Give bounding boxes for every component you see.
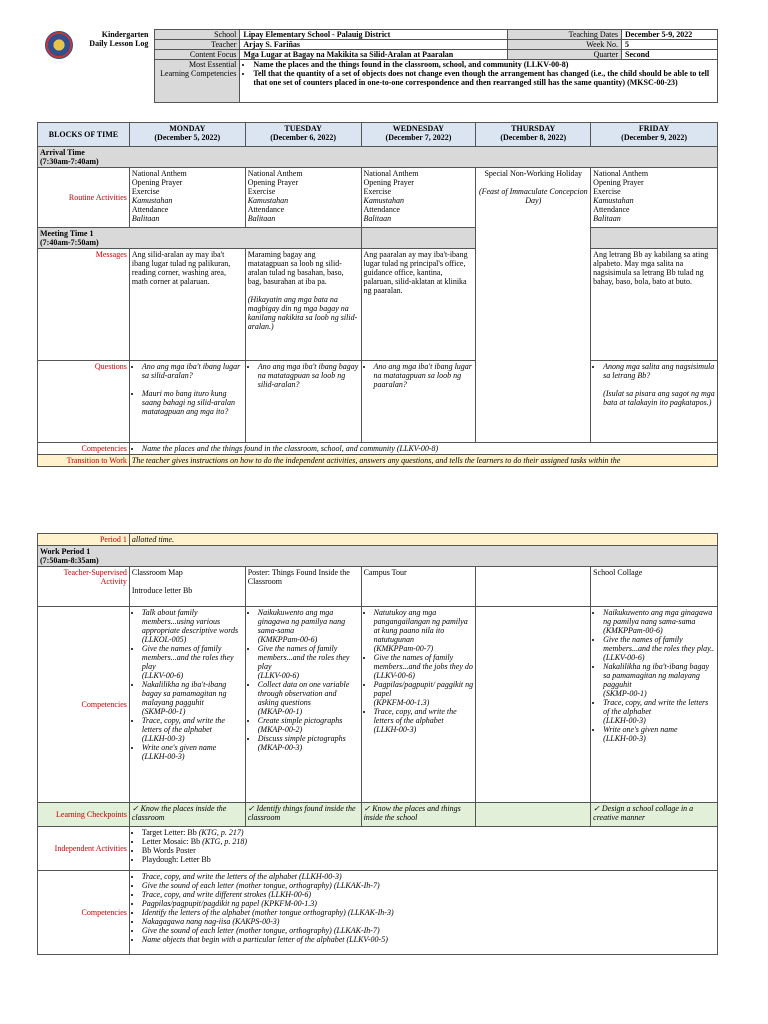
dates-label: Teaching Dates (508, 30, 622, 40)
transition-label: Transition to Work (38, 455, 130, 467)
comp-item: • Nakalilikha ng iba't-ibang bagay sa pamamagitan ng malayang pagguhit (SKMP-00-1) (142, 680, 243, 716)
question-fri-note: (Isulat sa pisara ang sagot ng mga bata at talakayin ito pagkatapos.) (603, 389, 715, 407)
comp-item: • Trace, copy, and write the letters of the alphabet (LLKH-00-3) (603, 698, 715, 725)
meeting-title: Meeting Time 1 (40, 229, 94, 238)
school-value: Lipay Elementary School - Palauig District (240, 30, 508, 40)
message-tue-cell (245, 249, 361, 361)
header-table (37, 29, 718, 103)
comp-ind-item: • Trace, copy, and write different strokes (LLKH-00-6) (142, 890, 715, 899)
checkpoint-mon: Know the places inside the classroom (131, 804, 227, 822)
holiday-note: (Feast of Immaculate Concepcion Day) (478, 187, 588, 205)
comp-item: • Pagpilas/pagpupit/ paggikit ng papel (KPKFM-00-1.3) (374, 680, 474, 707)
message-tue: Maraming bagay ang matatagpuan sa loob ng silid-aralan tulad ng basahan, baso, bag, basurahan at iba pa. (247, 250, 344, 286)
routine-tue: National Anthem Opening Prayer Exercise Kamustahan Attendance Balitaan (245, 168, 361, 228)
week-value: 5 (622, 40, 718, 50)
comp-ind-item: • Pagpilas/pagpupit/pagdikit ng papel (KPKFM-00-1.3) (142, 899, 715, 908)
mec-item: • Tell that the quantity of a set of objects does not change even though the arrangement has changed (i.e., the child should be able to tell that one set of counters placed in one-to-one correspondence and then rearranged still has the same quantity) (MKSC-00-23) (253, 69, 714, 87)
question-mon-1: • Ano ang mga iba't ibang lugar sa silid-aralan? (142, 362, 243, 380)
comp-item: • Collect data on one variable through observation and asking questions (MKAP-00-1) (258, 680, 359, 716)
messages-label: Messages (38, 249, 130, 361)
comp-ind-label: Competencies (38, 871, 130, 955)
comp-item: • Give the names of family members...and the roles they play.. (LLKV-00-6) (603, 635, 715, 662)
independent-label: Independent Activities (38, 827, 130, 871)
routine-label: Routine Activities (38, 168, 130, 228)
school-label: School (155, 30, 240, 40)
arrival-time: (7:30am-7:40am) (40, 157, 99, 166)
quarter-label: Quarter (508, 50, 622, 60)
competencies-mt-label: Competencies (38, 443, 130, 455)
comp-item: • Give the names of family members...and the roles they play (LLKV-00-6) (142, 644, 243, 680)
day-name: FRIDAY (638, 124, 670, 133)
message-wed: Ang paaralan ay may iba't-ibang lugar tulad ng principal's office, guidance office, kantina, palaruan, silid-aklatan at klinika ng paaralan. (361, 249, 476, 361)
title-line1: Kindergarten (101, 29, 149, 39)
message-fri: Ang letrang Bb ay kabilang sa ating alpabeto. May mga salita na nagsisimula sa letrang Bb tulad ng bahay, baso, bola, bato at buto. (591, 249, 718, 361)
transition-text: The teacher gives instructions on how to do the independent activities, answers any questions, and tells the learners to do their assigned tasks within the (129, 455, 717, 467)
questions-label: Questions (38, 361, 130, 443)
week-label: Week No. (508, 40, 622, 50)
message-tue-note: (Hikayatin ang mga bata na magbigay din ng mga bagay na kanilang nakikita sa loob ng silid-aralan.) (247, 295, 358, 331)
tsa-fri: School Collage (591, 567, 718, 607)
tsa-label: Teacher-Supervised Activity (38, 567, 130, 607)
tsa-mon-1: Classroom Map (131, 568, 183, 577)
independent-item: • Target Letter: Bb (KTG, p. 217) (142, 828, 715, 837)
comp-item: • Write one's given name (LLKH-00-3) (142, 743, 243, 761)
blocks-of-time-header: BLOCKS OF TIME (38, 123, 130, 147)
lesson-table (37, 122, 718, 467)
question-fri: • Anong mga salita ang nagsisimula sa letrang Bb? (603, 362, 715, 380)
comp-item: • Talk about family members...using various appropriate descriptive words (LLKOL-005) (142, 608, 243, 644)
routine-mon: National Anthem Opening Prayer Exercise Kamustahan Attendance Balitaan (129, 168, 245, 228)
teacher-value: Arjay S. Fariñas (240, 40, 508, 50)
routine-wed: National Anthem Opening Prayer Exercise Kamustahan Attendance Balitaan (361, 168, 476, 228)
tsa-mon-2: Introduce letter Bb (131, 586, 193, 595)
meeting-time: (7:40am-7:50am) (40, 238, 99, 247)
holiday-title: Special Non-Working Holiday (484, 169, 583, 178)
comp-item: • Trace, copy, and write the letters of the alphabet (LLKH-00-3) (374, 707, 474, 734)
mec-label: Most Essential Learning Competencies (155, 60, 240, 103)
checkpoint-tue: Identify things found inside the classroom (247, 804, 356, 822)
period-label: Period 1 (38, 534, 130, 546)
teacher-label: Teacher (155, 40, 240, 50)
comp-item: • Naikukuwento ang mga ginagawa ng pamilya nang sama-sama (KMKPPam-00-6) (258, 608, 359, 644)
period-cont: allotted time. (129, 534, 717, 546)
day-date: (December 5, 2022) (154, 133, 221, 142)
comp-ind-item: • Give the sound of each letter (mother tongue, orthography) (LLKAK-Ih-7) (142, 881, 715, 890)
day-date: (December 6, 2022) (270, 133, 337, 142)
comp-item: • Trace, copy, and write the letters of the alphabet (LLKH-00-3) (142, 716, 243, 743)
independent-item: • Letter Mosaic: Bb (KTG, p. 218) (142, 837, 715, 846)
focus-value: Mga Lugar at Bagay na Makikita sa Silid-Aralan at Paaralan (240, 50, 508, 60)
independent-item: • Playdough: Letter Bb (142, 855, 715, 864)
comp-item: • Natutukoy ang mga pangangailangan ng pamilya at kung paano nila ito natutugunan (KMKPPam-00-7) (374, 608, 474, 653)
comp-ind-item: • Give the sound of each letter (mother tongue, orthography) (LLKAK-Ih-7) (142, 926, 715, 935)
tsa-wed: Campus Tour (361, 567, 476, 607)
checkpoint-wed: Know the places and things inside the school (363, 804, 461, 822)
day-date: (December 9, 2022) (621, 133, 687, 142)
day-date: (December 7, 2022) (385, 133, 452, 142)
arrival-title: Arrival Time (40, 148, 85, 157)
comp-ind-item: • Name objects that begin with a particular letter of the alphabet (LLKV-00-5) (142, 935, 715, 944)
work-title: Work Period 1 (40, 547, 91, 556)
day-name: MONDAY (169, 124, 206, 133)
title-line2: Daily Lesson Log (89, 38, 149, 48)
question-tue: • Ano ang mga iba't ibang bagay na matatagpuan sa loob ng silid-aralan? (258, 362, 359, 389)
comp-ind-item: • Identify the letters of the alphabet (mother tongue orthography) (LLKAK-Ih-3) (142, 908, 715, 917)
comp-item: • Write one's given name (LLKH-00-3) (603, 725, 715, 743)
quarter-value: Second (622, 50, 718, 60)
comp-item: • Nakalilikha ng iba't-ibang bagay sa pamamagitan ng malayang pagguhit (SKMP-00-1) (603, 662, 715, 698)
work-period-table: Period 1 allotted time. Work Period 1 (7:50am-8:35am) Teacher-Supervised Activity Classroom Map Introduce letter Bb Poster: Things Found Inside the Classroom Campus Tour School Collage Competencies • Talk about family members...using various appropriate descriptive words (LLKOL-005) • Give the names of family members...and the roles they play (LLKV-00-6) • Nakalilikha ng iba't-ibang bagay sa pamamagitan ng malayang pagguhit (SKMP-00-1) • Trace, copy, and write the letters of the alphabet (LLKH-00-3) • Write one's given name (LLKH-00-3) • Naikukuwento ang mga ginagawa ng pamilya nang sama-sama (KMKPPam-00-6) • Give the names of family members...and the roles they play (LLKV-00-6) • Collect data on one variable through observation and asking questions (MKAP-00-1) • Create simple pictographs (MKAP-00-2) • Discuss simple pictographs (MKAP-00-3) • Natutukoy ang mga pangangailangan ng pamilya at kung paano nila ito natutugunan (KMKPPam-00-7) • Give the names of family members...and the jobs they do (LLKV-00-6) • Pagpilas/pagpupit/ paggikit ng papel (KPKFM-00-1.3) • Trace, copy, and write the letters of the alphabet (LLKH-00-3) • Naikukuwento ang mga ginagawa ng pamilya nang sama-sama (KMKPPam-00-6) • Give the names of family members...and the roles they play.. (LLKV-00-6) • Nakalilikha ng iba't-ibang bagay sa pamamagitan ng malayang pagguhit (SKMP-00-1) • Trace, copy, and write the letters of the alphabet (LLKH-00-3) • Write one's given name (LLKH-00-3) Learning Checkpoints ✓ Know the places inside the classroom ✓ Identify things found inside the classroom ✓ Know the places and things inside the school ✓ Design a school collage in a creative manner Independent Activities • Target Letter: Bb (KTG, p. 217) • Letter Mosaic: Bb (KTG, p. 218) • Bb Words Poster • Playdough: Letter Bb Competencies • Trace, copy, and write the letters of the alphabet (LLKH-00-3) • Give the sound of each letter (mother tongue, orthography) (LLKAK-Ih-7) • Trace, copy, and write different strokes (LLKH-00-6) • Pagpilas/pagpupit/pagdikit ng papel (KPKFM-00-1.3) • Identify the letters of the alphabet (mother tongue orthography) (LLKAK-Ih-3) • Nakagagawa nang nag-iisa (KAKPS-00-3) • Give the sound of each letter (mother tongue, orthography) (LLKAK-Ih-7) • Name objects that begin with a particular letter of the alphabet (LLKV-00-5) (37, 533, 718, 955)
mec-item: • Name the places and the things found in the classroom, school, and community (LLKV-00-8) (253, 60, 714, 69)
comp-item: • Give the names of family members...and the jobs they do (LLKV-00-6) (374, 653, 474, 680)
comp-item: • Give the names of family members...and the roles they play (LLKV-00-6) (258, 644, 359, 680)
holiday-cell (476, 168, 591, 443)
day-date: (December 8, 2022) (500, 133, 567, 142)
comp-item: • Naikukuwento ang mga ginagawa ng pamilya nang sama-sama (KMKPPam-00-6) (603, 608, 715, 635)
day-name: WEDNESDAY (392, 124, 445, 133)
competencies-mt-text: • Name the places and the things found in the classroom, school, and community (LLKV-00-8) (142, 444, 715, 453)
routine-fri: National Anthem Opening Prayer Exercise Kamustahan Attendance Balitaan (591, 168, 718, 228)
question-mon-2: • Mauri mo bang ituro kung saang bahagi ng silid-aralan matatagpuan ang mga ito? (142, 389, 243, 416)
comp-ind-item: • Nakagagawa nang nag-iisa (KAKPS-00-3) (142, 917, 715, 926)
comp-wp-label: Competencies (38, 607, 130, 803)
comp-ind-item: • Trace, copy, and write the letters of the alphabet (LLKH-00-3) (142, 872, 715, 881)
day-name: TUESDAY (284, 124, 322, 133)
checkpoint-fri: Design a school collage in a creative manner (593, 804, 694, 822)
message-mon: Ang silid-aralan ay may iba't ibang lugar tulad ng palikuran, reading corner, washing area, math corner at palaruan. (129, 249, 245, 361)
checkpoints-label: Learning Checkpoints (38, 803, 130, 827)
tsa-tue: Poster: Things Found Inside the Classroom (245, 567, 361, 607)
comp-item: • Discuss simple pictographs (MKAP-00-3) (258, 734, 359, 752)
independent-item: • Bb Words Poster (142, 846, 715, 855)
work-time: (7:50am-8:35am) (40, 556, 99, 565)
comp-item: • Create simple pictographs (MKAP-00-2) (258, 716, 359, 734)
question-wed: • Ano ang mga iba't ibang lugar na matatagpuan sa loob ng paaralan? (374, 362, 474, 389)
day-name: THURSDAY (511, 124, 556, 133)
dates-value: December 5-9, 2022 (622, 30, 718, 40)
focus-label: Content Focus (155, 50, 240, 60)
